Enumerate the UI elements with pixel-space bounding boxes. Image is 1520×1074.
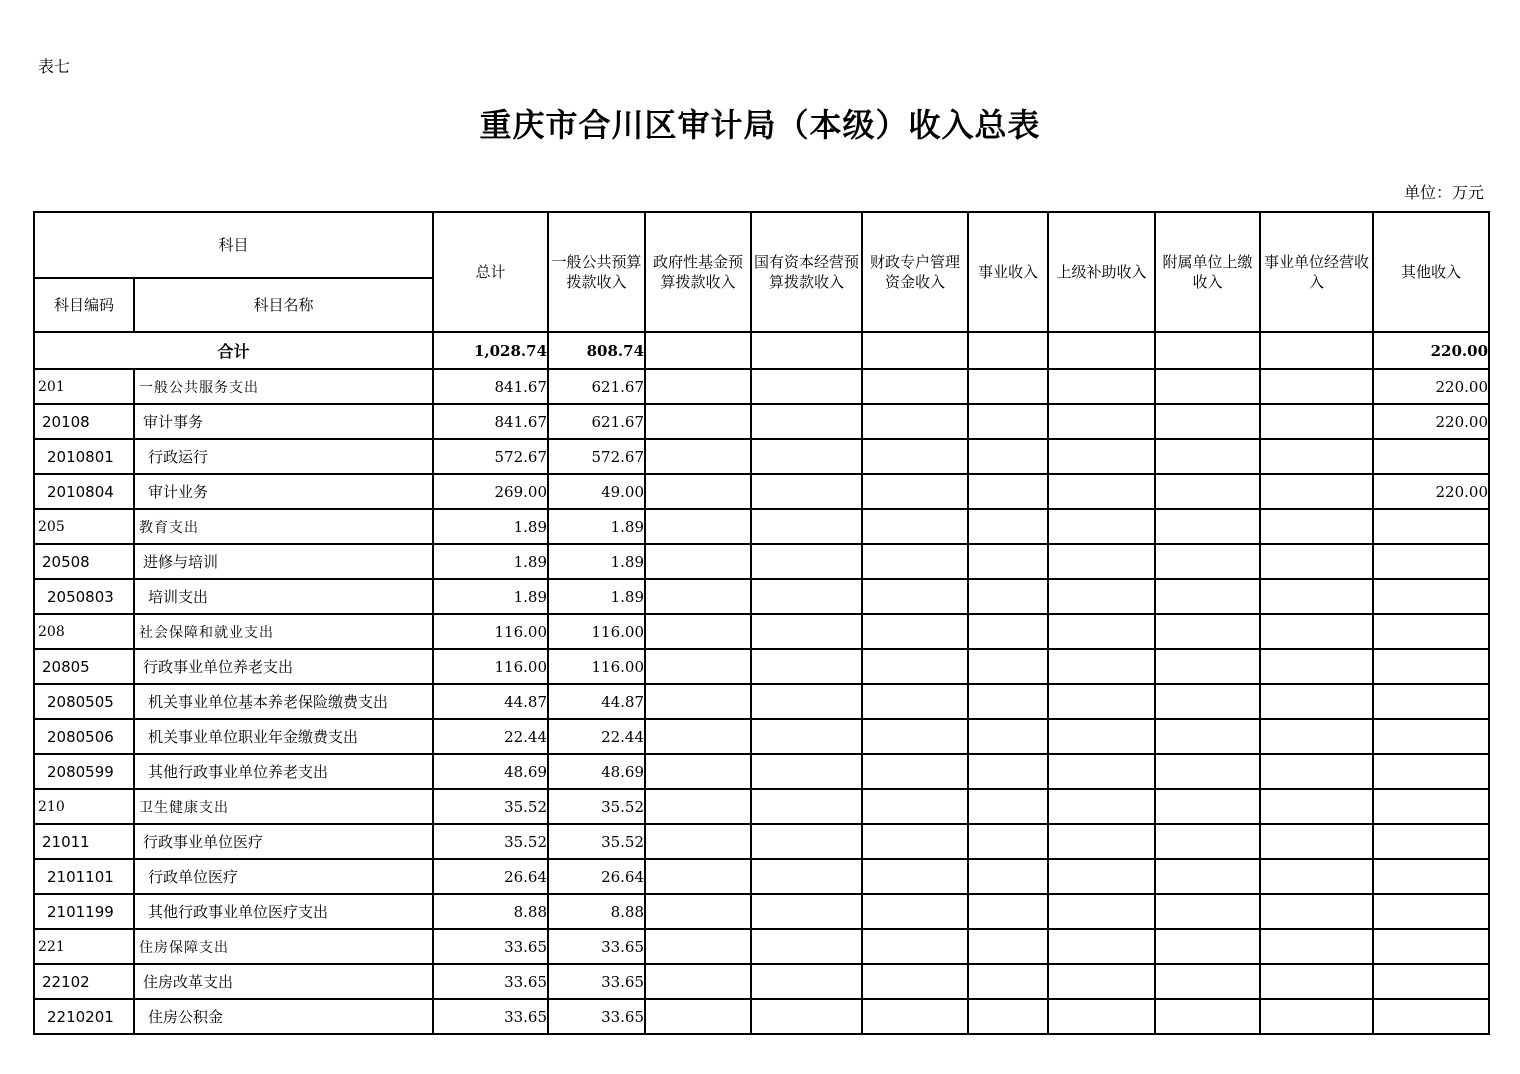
empty-cell bbox=[751, 649, 862, 684]
empty-cell bbox=[1155, 649, 1260, 684]
general-budget-amount: 621.67 bbox=[548, 369, 645, 404]
unit-label: 单位：万元 bbox=[1403, 183, 1484, 202]
other-income-amount bbox=[1373, 649, 1489, 684]
empty-cell bbox=[751, 474, 862, 509]
general-budget-amount: 35.52 bbox=[548, 824, 645, 859]
other-income-amount bbox=[1373, 719, 1489, 754]
header-row-1 bbox=[34, 212, 1489, 278]
empty-cell bbox=[1048, 404, 1155, 439]
subject-code: 201 bbox=[34, 369, 134, 404]
total-amount: 116.00 bbox=[433, 649, 548, 684]
other-income-amount bbox=[1373, 964, 1489, 999]
empty-cell bbox=[645, 859, 751, 894]
empty-cell bbox=[751, 332, 862, 369]
header-other: 其他收入 bbox=[1373, 212, 1489, 332]
other-income-amount bbox=[1373, 579, 1489, 614]
total-amount: 26.64 bbox=[433, 859, 548, 894]
table-row bbox=[34, 474, 1489, 509]
empty-cell bbox=[862, 404, 968, 439]
table-row bbox=[34, 509, 1489, 544]
empty-cell bbox=[645, 649, 751, 684]
subject-code: 20805 bbox=[34, 649, 134, 684]
empty-cell bbox=[1260, 929, 1373, 964]
table-row bbox=[34, 439, 1489, 474]
empty-cell bbox=[751, 579, 862, 614]
general-budget-amount: 116.00 bbox=[548, 649, 645, 684]
empty-cell bbox=[968, 719, 1048, 754]
empty-cell bbox=[645, 824, 751, 859]
subject-name: 机关事业单位基本养老保险缴费支出 bbox=[134, 684, 433, 719]
empty-cell bbox=[1048, 859, 1155, 894]
header-special-fund: 财政专户管理资金收入 bbox=[862, 212, 968, 332]
empty-cell bbox=[645, 614, 751, 649]
empty-cell bbox=[862, 369, 968, 404]
header-operating: 事业单位经营收入 bbox=[1260, 212, 1373, 332]
subject-name: 培训支出 bbox=[134, 579, 433, 614]
empty-cell bbox=[1260, 614, 1373, 649]
empty-cell bbox=[1048, 509, 1155, 544]
income-summary-table bbox=[33, 211, 1490, 1035]
empty-cell bbox=[1048, 474, 1155, 509]
empty-cell bbox=[645, 579, 751, 614]
table-row bbox=[34, 544, 1489, 579]
other-income-amount bbox=[1373, 929, 1489, 964]
subject-name: 行政事业单位医疗 bbox=[134, 824, 433, 859]
subject-code: 2080505 bbox=[34, 684, 134, 719]
empty-cell bbox=[862, 859, 968, 894]
table-row bbox=[34, 719, 1489, 754]
empty-cell bbox=[1048, 999, 1155, 1034]
subject-name: 行政单位医疗 bbox=[134, 859, 433, 894]
empty-cell bbox=[1048, 789, 1155, 824]
empty-cell bbox=[1260, 404, 1373, 439]
general-budget-amount: 44.87 bbox=[548, 684, 645, 719]
empty-cell bbox=[1260, 439, 1373, 474]
empty-cell bbox=[1048, 894, 1155, 929]
total-other: 220.00 bbox=[1373, 332, 1489, 369]
empty-cell bbox=[1155, 614, 1260, 649]
empty-cell bbox=[862, 544, 968, 579]
empty-cell bbox=[968, 369, 1048, 404]
empty-cell bbox=[968, 474, 1048, 509]
table-row bbox=[34, 369, 1489, 404]
other-income-amount bbox=[1373, 544, 1489, 579]
empty-cell bbox=[1048, 929, 1155, 964]
header-affiliated: 附属单位上缴收入 bbox=[1155, 212, 1260, 332]
table-row bbox=[34, 824, 1489, 859]
empty-cell bbox=[751, 684, 862, 719]
general-budget-amount: 572.67 bbox=[548, 439, 645, 474]
empty-cell bbox=[1155, 509, 1260, 544]
empty-cell bbox=[645, 754, 751, 789]
other-income-amount bbox=[1373, 859, 1489, 894]
empty-cell bbox=[751, 929, 862, 964]
empty-cell bbox=[645, 474, 751, 509]
empty-cell bbox=[751, 789, 862, 824]
empty-cell bbox=[862, 332, 968, 369]
empty-cell bbox=[645, 999, 751, 1034]
table-row bbox=[34, 579, 1489, 614]
header-business: 事业收入 bbox=[968, 212, 1048, 332]
other-income-amount bbox=[1373, 439, 1489, 474]
empty-cell bbox=[1155, 474, 1260, 509]
table-row bbox=[34, 404, 1489, 439]
other-income-amount: 220.00 bbox=[1373, 369, 1489, 404]
empty-cell bbox=[862, 579, 968, 614]
empty-cell bbox=[1155, 824, 1260, 859]
table-row bbox=[34, 894, 1489, 929]
empty-cell bbox=[862, 754, 968, 789]
empty-cell bbox=[1155, 719, 1260, 754]
general-budget-amount: 621.67 bbox=[548, 404, 645, 439]
total-amount: 1,028.74 bbox=[433, 332, 548, 369]
general-budget-amount: 1.89 bbox=[548, 544, 645, 579]
subject-name: 审计事务 bbox=[134, 404, 433, 439]
empty-cell bbox=[968, 999, 1048, 1034]
subject-name: 社会保障和就业支出 bbox=[134, 614, 433, 649]
subject-name: 住房改革支出 bbox=[134, 964, 433, 999]
total-amount: 8.88 bbox=[433, 894, 548, 929]
table-row bbox=[34, 859, 1489, 894]
general-budget-amount: 1.89 bbox=[548, 509, 645, 544]
other-income-amount bbox=[1373, 789, 1489, 824]
other-income-amount: 220.00 bbox=[1373, 404, 1489, 439]
subject-code: 210 bbox=[34, 789, 134, 824]
empty-cell bbox=[645, 369, 751, 404]
total-amount: 572.67 bbox=[433, 439, 548, 474]
empty-cell bbox=[1048, 544, 1155, 579]
subject-code: 20508 bbox=[34, 544, 134, 579]
total-amount: 1.89 bbox=[433, 509, 548, 544]
general-budget-amount: 1.89 bbox=[548, 579, 645, 614]
subject-name: 审计业务 bbox=[134, 474, 433, 509]
empty-cell bbox=[645, 789, 751, 824]
subject-name: 卫生健康支出 bbox=[134, 789, 433, 824]
empty-cell bbox=[1048, 754, 1155, 789]
empty-cell bbox=[645, 964, 751, 999]
empty-cell bbox=[862, 999, 968, 1034]
empty-cell bbox=[751, 719, 862, 754]
empty-cell bbox=[751, 999, 862, 1034]
table-row bbox=[34, 614, 1489, 649]
empty-cell bbox=[645, 332, 751, 369]
table-row bbox=[34, 649, 1489, 684]
total-amount: 22.44 bbox=[433, 719, 548, 754]
empty-cell bbox=[968, 544, 1048, 579]
other-income-amount bbox=[1373, 614, 1489, 649]
empty-cell bbox=[751, 754, 862, 789]
general-budget-amount: 33.65 bbox=[548, 964, 645, 999]
total-amount: 44.87 bbox=[433, 684, 548, 719]
empty-cell bbox=[751, 509, 862, 544]
total-amount: 1.89 bbox=[433, 544, 548, 579]
other-income-amount bbox=[1373, 754, 1489, 789]
subject-code: 2080599 bbox=[34, 754, 134, 789]
empty-cell bbox=[645, 719, 751, 754]
empty-cell bbox=[1155, 579, 1260, 614]
empty-cell bbox=[1155, 789, 1260, 824]
empty-cell bbox=[968, 614, 1048, 649]
empty-cell bbox=[968, 929, 1048, 964]
empty-cell bbox=[1260, 824, 1373, 859]
empty-cell bbox=[968, 579, 1048, 614]
total-amount: 1.89 bbox=[433, 579, 548, 614]
empty-cell bbox=[1155, 999, 1260, 1034]
empty-cell bbox=[968, 824, 1048, 859]
general-budget-amount: 33.65 bbox=[548, 999, 645, 1034]
empty-cell bbox=[968, 789, 1048, 824]
empty-cell bbox=[1260, 999, 1373, 1034]
empty-cell bbox=[968, 332, 1048, 369]
empty-cell bbox=[1155, 332, 1260, 369]
empty-cell bbox=[968, 964, 1048, 999]
table-row bbox=[34, 754, 1489, 789]
subject-code: 2010801 bbox=[34, 439, 134, 474]
empty-cell bbox=[751, 369, 862, 404]
subject-code: 2101199 bbox=[34, 894, 134, 929]
header-total: 总计 bbox=[433, 212, 548, 332]
other-income-amount bbox=[1373, 509, 1489, 544]
header-subject-name: 科目名称 bbox=[134, 278, 433, 332]
header-subject-code: 科目编码 bbox=[34, 278, 134, 332]
subject-name: 其他行政事业单位养老支出 bbox=[134, 754, 433, 789]
subject-code: 20108 bbox=[34, 404, 134, 439]
empty-cell bbox=[862, 719, 968, 754]
empty-cell bbox=[968, 859, 1048, 894]
empty-cell bbox=[751, 964, 862, 999]
header-general-budget: 一般公共预算拨款收入 bbox=[548, 212, 645, 332]
total-amount: 841.67 bbox=[433, 404, 548, 439]
subject-code: 2210201 bbox=[34, 999, 134, 1034]
empty-cell bbox=[1260, 754, 1373, 789]
subject-name: 行政事业单位养老支出 bbox=[134, 649, 433, 684]
empty-cell bbox=[1155, 929, 1260, 964]
empty-cell bbox=[645, 894, 751, 929]
subject-name: 一般公共服务支出 bbox=[134, 369, 433, 404]
empty-cell bbox=[1155, 684, 1260, 719]
empty-cell bbox=[1155, 754, 1260, 789]
empty-cell bbox=[751, 439, 862, 474]
empty-cell bbox=[1048, 579, 1155, 614]
empty-cell bbox=[1155, 544, 1260, 579]
empty-cell bbox=[645, 404, 751, 439]
other-income-amount: 220.00 bbox=[1373, 474, 1489, 509]
total-amount: 35.52 bbox=[433, 789, 548, 824]
general-budget-amount: 33.65 bbox=[548, 929, 645, 964]
header-state-capital: 国有资本经营预算拨款收入 bbox=[751, 212, 862, 332]
empty-cell bbox=[1048, 964, 1155, 999]
empty-cell bbox=[862, 614, 968, 649]
empty-cell bbox=[645, 929, 751, 964]
subject-name: 进修与培训 bbox=[134, 544, 433, 579]
table-number: 表七 bbox=[38, 57, 71, 76]
subject-code: 208 bbox=[34, 614, 134, 649]
subject-name: 机关事业单位职业年金缴费支出 bbox=[134, 719, 433, 754]
general-budget-amount: 48.69 bbox=[548, 754, 645, 789]
empty-cell bbox=[1048, 439, 1155, 474]
empty-cell bbox=[862, 439, 968, 474]
empty-cell bbox=[751, 614, 862, 649]
empty-cell bbox=[1260, 649, 1373, 684]
table-row bbox=[34, 999, 1489, 1034]
empty-cell bbox=[862, 509, 968, 544]
empty-cell bbox=[968, 684, 1048, 719]
subject-name: 行政运行 bbox=[134, 439, 433, 474]
total-amount: 48.69 bbox=[433, 754, 548, 789]
subject-name: 住房公积金 bbox=[134, 999, 433, 1034]
empty-cell bbox=[1260, 859, 1373, 894]
total-amount: 116.00 bbox=[433, 614, 548, 649]
empty-cell bbox=[1048, 649, 1155, 684]
table-row bbox=[34, 964, 1489, 999]
empty-cell bbox=[862, 649, 968, 684]
empty-cell bbox=[1155, 964, 1260, 999]
subject-code: 2010804 bbox=[34, 474, 134, 509]
empty-cell bbox=[1260, 789, 1373, 824]
empty-cell bbox=[862, 964, 968, 999]
empty-cell bbox=[1048, 332, 1155, 369]
empty-cell bbox=[1260, 369, 1373, 404]
empty-cell bbox=[645, 509, 751, 544]
total-row bbox=[34, 332, 1489, 369]
empty-cell bbox=[968, 404, 1048, 439]
empty-cell bbox=[968, 754, 1048, 789]
empty-cell bbox=[1260, 474, 1373, 509]
empty-cell bbox=[1260, 894, 1373, 929]
empty-cell bbox=[1260, 684, 1373, 719]
subject-code: 2080506 bbox=[34, 719, 134, 754]
empty-cell bbox=[862, 824, 968, 859]
header-superior-subsidy: 上级补助收入 bbox=[1048, 212, 1155, 332]
empty-cell bbox=[1260, 544, 1373, 579]
general-budget-amount: 26.64 bbox=[548, 859, 645, 894]
page-title: 重庆市合川区审计局（本级）收入总表 bbox=[479, 106, 1041, 144]
subject-code: 22102 bbox=[34, 964, 134, 999]
total-label: 合计 bbox=[34, 332, 433, 369]
total-general-budget: 808.74 bbox=[548, 332, 645, 369]
empty-cell bbox=[751, 824, 862, 859]
empty-cell bbox=[862, 474, 968, 509]
empty-cell bbox=[1048, 684, 1155, 719]
general-budget-amount: 8.88 bbox=[548, 894, 645, 929]
subject-code: 21011 bbox=[34, 824, 134, 859]
subject-code: 2050803 bbox=[34, 579, 134, 614]
empty-cell bbox=[968, 894, 1048, 929]
subject-code: 221 bbox=[34, 929, 134, 964]
total-amount: 33.65 bbox=[433, 999, 548, 1034]
empty-cell bbox=[1260, 509, 1373, 544]
empty-cell bbox=[1048, 719, 1155, 754]
empty-cell bbox=[862, 929, 968, 964]
empty-cell bbox=[645, 684, 751, 719]
empty-cell bbox=[1155, 439, 1260, 474]
table-row bbox=[34, 684, 1489, 719]
empty-cell bbox=[1155, 894, 1260, 929]
other-income-amount bbox=[1373, 999, 1489, 1034]
empty-cell bbox=[1048, 369, 1155, 404]
empty-cell bbox=[862, 789, 968, 824]
total-amount: 269.00 bbox=[433, 474, 548, 509]
empty-cell bbox=[1260, 964, 1373, 999]
empty-cell bbox=[862, 684, 968, 719]
header-subject: 科目 bbox=[34, 212, 433, 278]
empty-cell bbox=[645, 439, 751, 474]
empty-cell bbox=[1155, 859, 1260, 894]
empty-cell bbox=[751, 859, 862, 894]
empty-cell bbox=[1260, 579, 1373, 614]
empty-cell bbox=[751, 404, 862, 439]
empty-cell bbox=[645, 544, 751, 579]
empty-cell bbox=[968, 649, 1048, 684]
empty-cell bbox=[1048, 614, 1155, 649]
general-budget-amount: 22.44 bbox=[548, 719, 645, 754]
empty-cell bbox=[751, 544, 862, 579]
general-budget-amount: 35.52 bbox=[548, 789, 645, 824]
empty-cell bbox=[1260, 332, 1373, 369]
table-row bbox=[34, 789, 1489, 824]
other-income-amount bbox=[1373, 824, 1489, 859]
other-income-amount bbox=[1373, 894, 1489, 929]
general-budget-amount: 116.00 bbox=[548, 614, 645, 649]
empty-cell bbox=[751, 894, 862, 929]
empty-cell bbox=[968, 439, 1048, 474]
empty-cell bbox=[862, 894, 968, 929]
total-amount: 35.52 bbox=[433, 824, 548, 859]
subject-name: 其他行政事业单位医疗支出 bbox=[134, 894, 433, 929]
empty-cell bbox=[1155, 369, 1260, 404]
other-income-amount bbox=[1373, 684, 1489, 719]
header-gov-fund: 政府性基金预算拨款收入 bbox=[645, 212, 751, 332]
total-amount: 33.65 bbox=[433, 964, 548, 999]
total-amount: 33.65 bbox=[433, 929, 548, 964]
empty-cell bbox=[1048, 824, 1155, 859]
general-budget-amount: 49.00 bbox=[548, 474, 645, 509]
table-row bbox=[34, 929, 1489, 964]
empty-cell bbox=[1260, 719, 1373, 754]
subject-code: 2101101 bbox=[34, 859, 134, 894]
total-amount: 841.67 bbox=[433, 369, 548, 404]
empty-cell bbox=[968, 509, 1048, 544]
subject-code: 205 bbox=[34, 509, 134, 544]
empty-cell bbox=[1155, 404, 1260, 439]
subject-name: 教育支出 bbox=[134, 509, 433, 544]
subject-name: 住房保障支出 bbox=[134, 929, 433, 964]
